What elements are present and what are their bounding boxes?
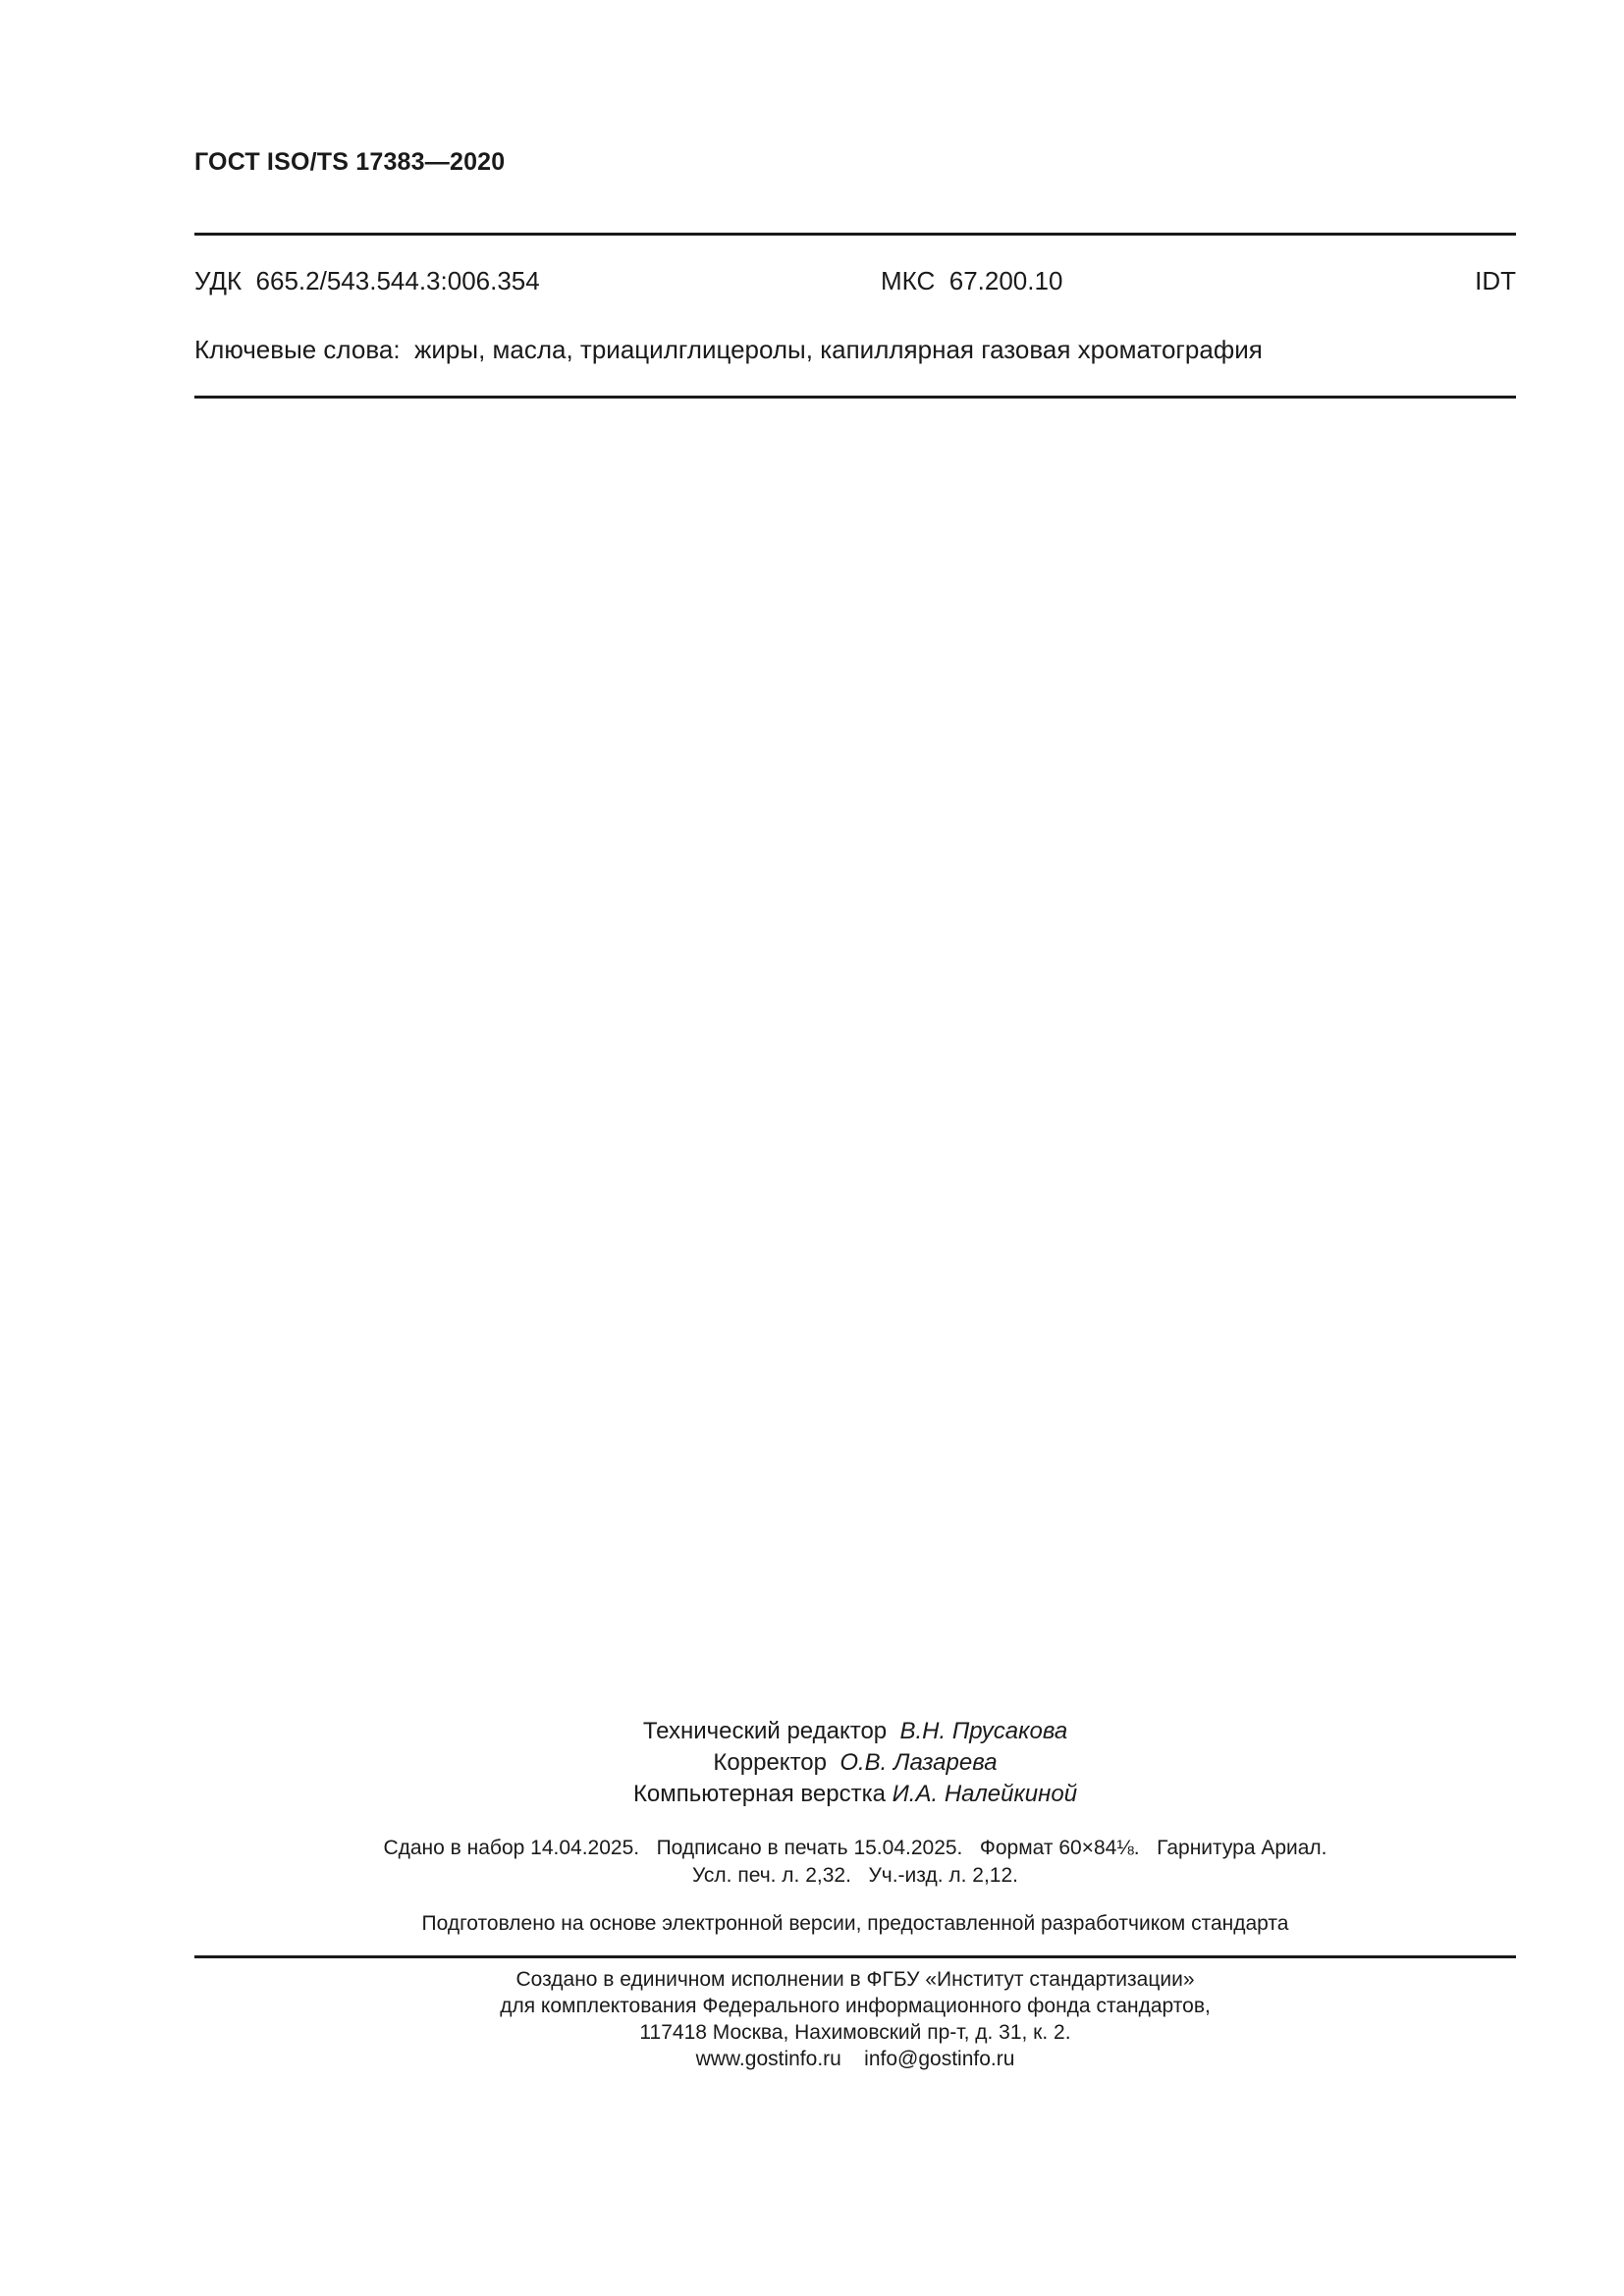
corrector-label: Корректор	[713, 1749, 827, 1776]
document-id: ГОСТ ISO/TS 17383—2020	[194, 148, 506, 176]
print-info-line-1: Сдано в набор 14.04.2025. Подписано в печать 15.04.2025. Формат 60×84⅛. Гарнитура Ариал.	[383, 1837, 1327, 1859]
credits-block	[194, 1716, 1516, 1810]
tech-editor-name: В.Н. Прусакова	[899, 1718, 1068, 1744]
publisher-block	[194, 1966, 1516, 2072]
tech-editor-line	[194, 1716, 1516, 1747]
keywords: Ключевые слова: жиры, масла, триацилглицеролы, капиллярная газовая хроматография	[194, 335, 1263, 364]
layout-name: И.А. Налейкиной	[892, 1781, 1078, 1807]
tech-editor-label: Технический редактор	[642, 1718, 888, 1744]
layout-label: Компьютерная верстка	[632, 1781, 886, 1807]
publisher-line-4: www.gostinfo.ru info@gostinfo.ru	[695, 2048, 1015, 2070]
mks-code: МКС 67.200.10	[881, 266, 1063, 295]
corrector-line	[194, 1747, 1516, 1779]
print-info-line-2: Усл. печ. л. 2,32. Уч.-изд. л. 2,12.	[691, 1864, 1018, 1887]
publisher-line-2: для комплектования Федерального информационного фонда стандартов,	[500, 1995, 1211, 2017]
classification-row	[194, 266, 1516, 299]
keywords-rule	[194, 396, 1516, 399]
corrector-name: О.В. Лазарева	[839, 1749, 998, 1776]
top-rule	[194, 233, 1516, 236]
publisher-line-1: Создано в единичном исполнении в ФГБУ «Институт стандартизации»	[515, 1968, 1195, 1991]
idt-marker: IDT	[1475, 266, 1516, 295]
layout-line	[194, 1779, 1516, 1810]
print-info	[194, 1835, 1516, 1890]
bottom-rule	[194, 1955, 1516, 1958]
publisher-line-3: 117418 Москва, Нахимовский пр-т, д. 31, к. 2.	[639, 2021, 1071, 2044]
prepared-note: Подготовлено на основе электронной версии, предоставленной разработчиком стандарта	[421, 1912, 1289, 1935]
udk-code: УДК 665.2/543.544.3:006.354	[194, 266, 540, 295]
